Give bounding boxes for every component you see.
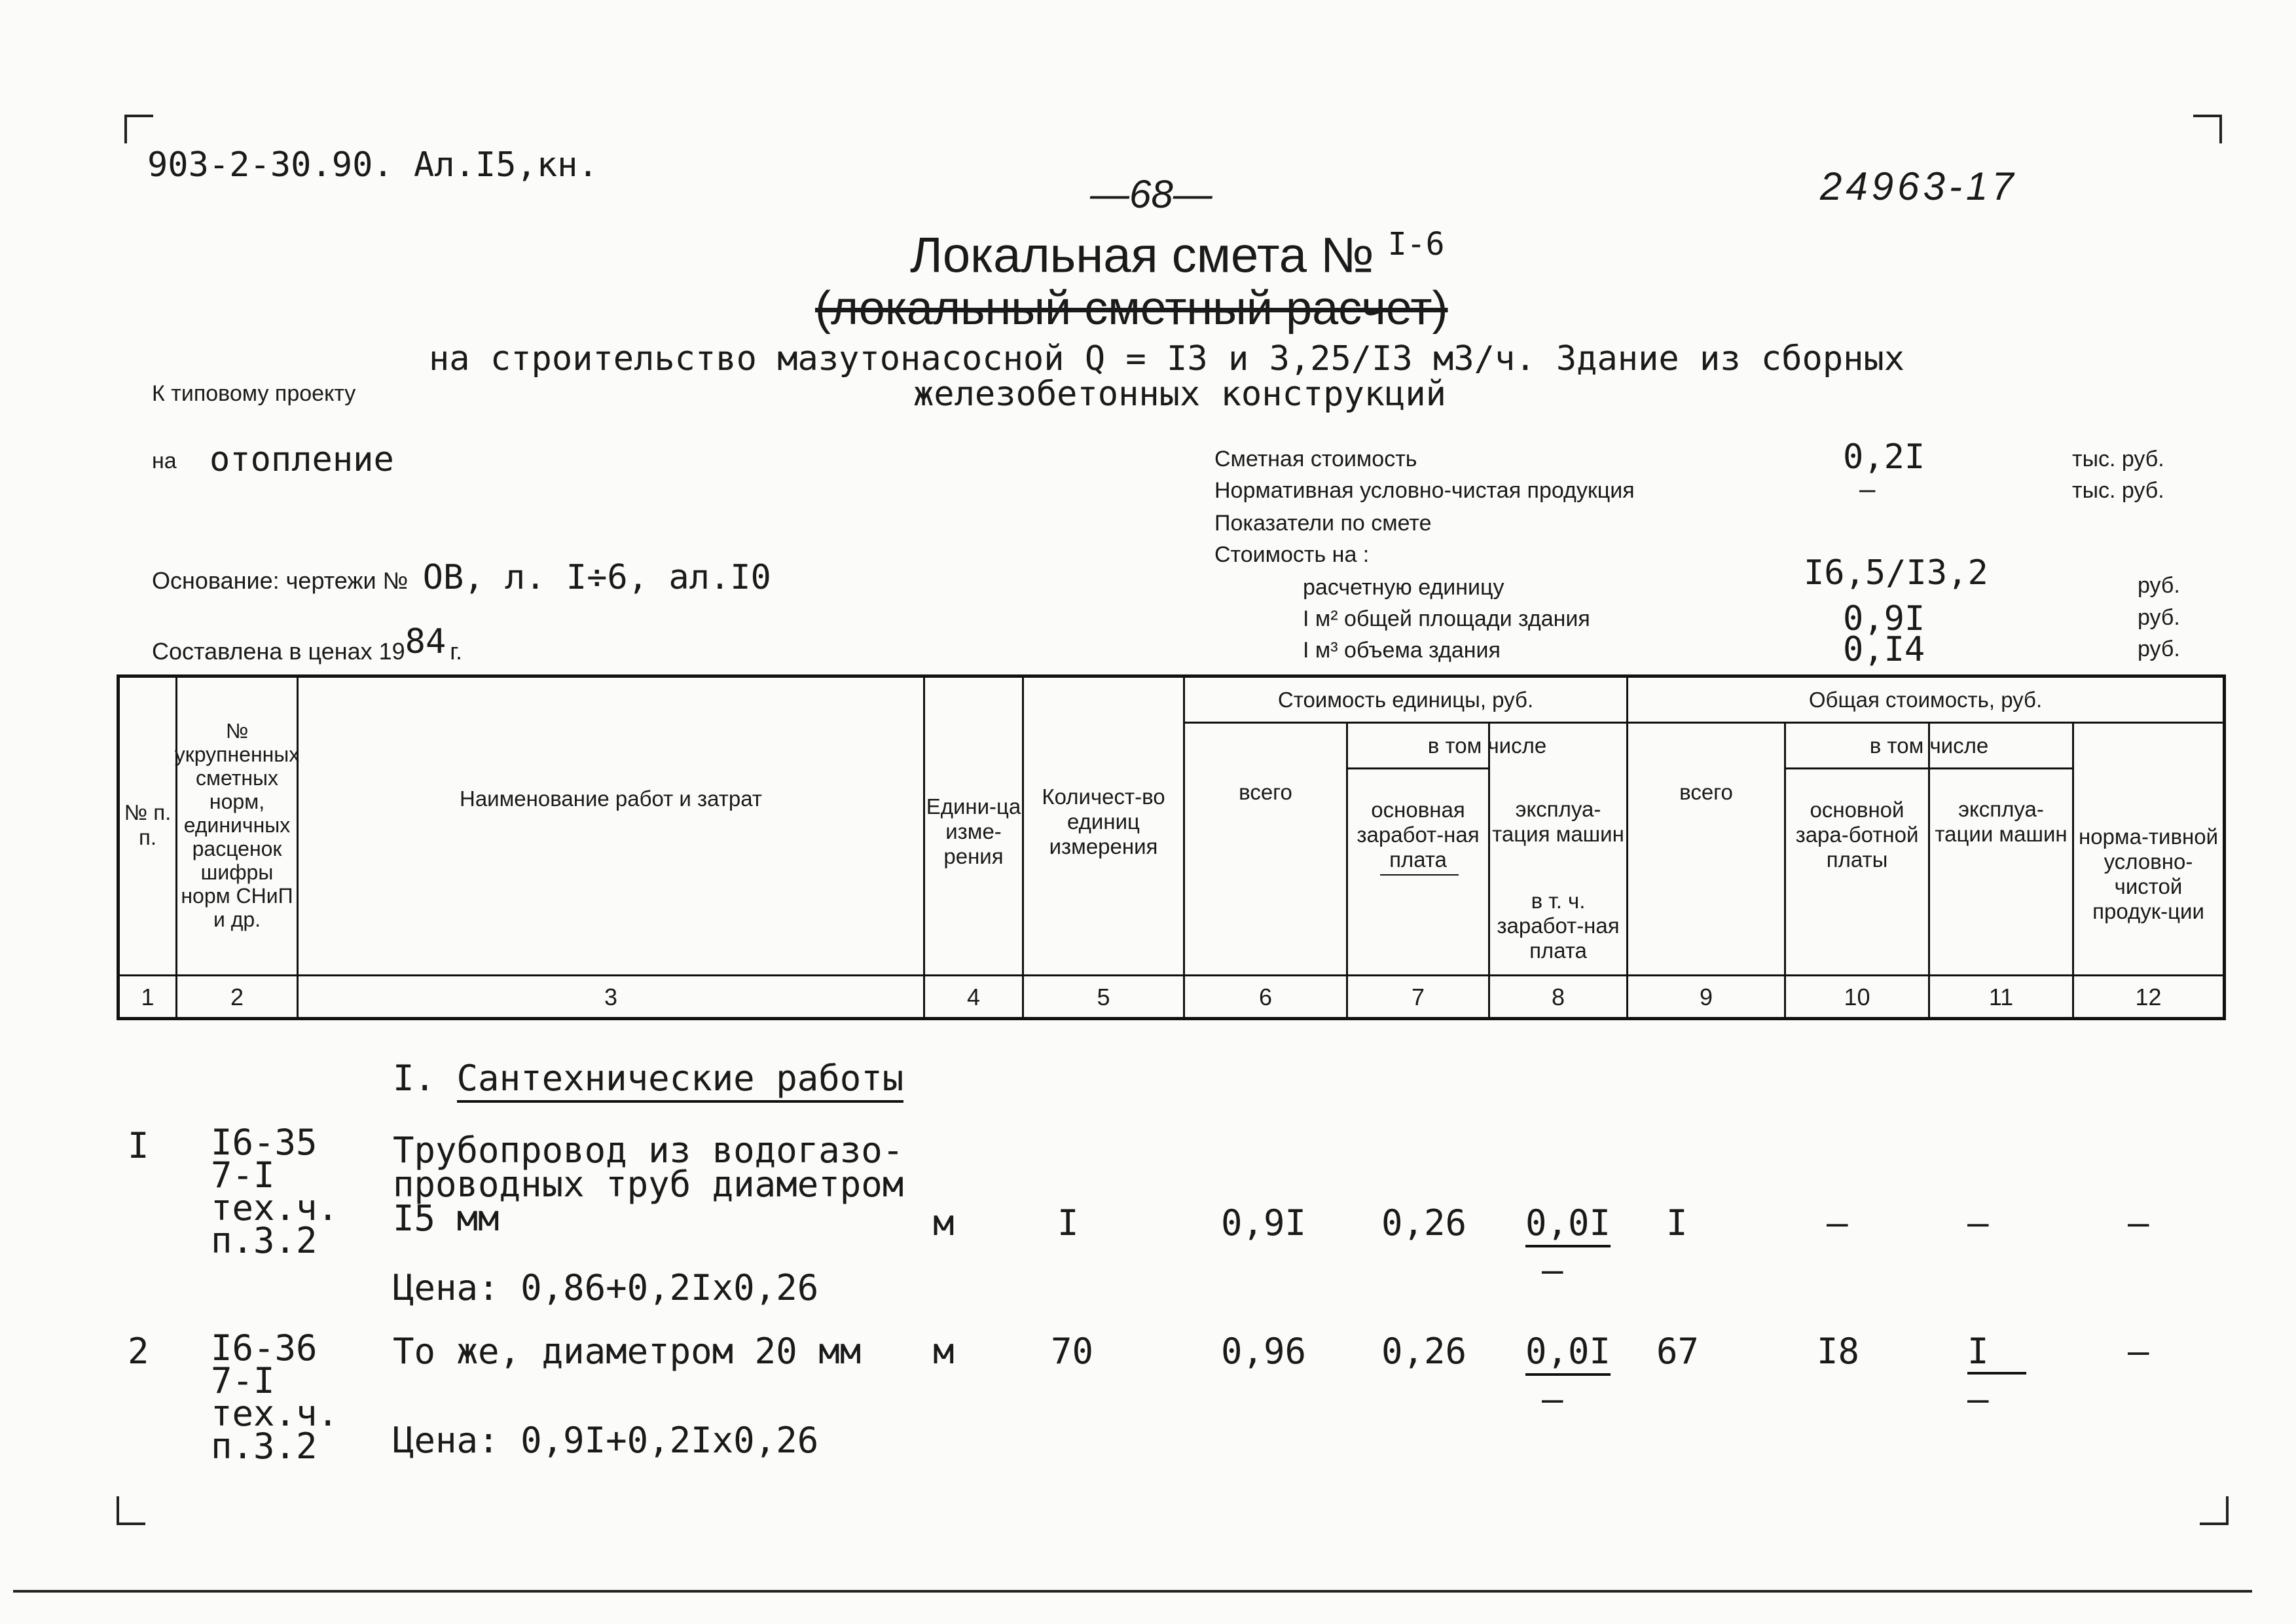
cost-per-label: Стоимость на : xyxy=(1214,542,1370,567)
section-title xyxy=(393,1058,903,1099)
area-value: 0,9І xyxy=(1843,599,1925,638)
doc-code: 903-2-30.90. Ал.І5,кн. xyxy=(147,145,598,185)
area-label: І м² общей площади здания xyxy=(1303,606,1590,631)
row-2-code-3: тех.ч. xyxy=(211,1393,339,1434)
header-machine-wage: в т. ч. заработ-ная плата xyxy=(1497,889,1620,963)
unit-label: расчетную единицу xyxy=(1303,575,1504,600)
header-wage-total: основной зара-ботной платы xyxy=(1795,798,1919,872)
project-label: К типовому проекту xyxy=(152,381,356,406)
row-1-name-2: проводных труб диаметром xyxy=(393,1164,904,1205)
row-1-unit-wage: 0,26 xyxy=(1381,1202,1467,1244)
row-1-total-machine: – xyxy=(1967,1202,1989,1244)
header-norm-net: норма-тивной условно-чистой продук-ции xyxy=(2078,824,2219,923)
basis-value: ОВ, л. І÷6, ал.І0 xyxy=(422,558,771,597)
cost-unit: тыс. руб. xyxy=(2072,447,2164,471)
handwritten-number: 24963-17 xyxy=(1820,164,2018,208)
row-1-code-1: І6-35 xyxy=(211,1122,318,1163)
colnum-7: 7 xyxy=(1411,984,1425,1010)
row-2-unit-machine: 0,0І xyxy=(1525,1331,1611,1376)
colnum-10: 10 xyxy=(1844,984,1870,1010)
page-number: —68— xyxy=(1090,172,1212,216)
net-label: Нормативная условно-чистая продукция xyxy=(1214,478,1635,503)
header-unit-all: всего xyxy=(1239,780,1292,804)
row-2-code-4: п.3.2 xyxy=(211,1426,318,1467)
title-text: Локальная смета № xyxy=(910,227,1374,284)
basis-label: Основание: чертежи № xyxy=(152,567,409,594)
row-1-unit: м xyxy=(933,1202,955,1244)
page-title xyxy=(910,226,1444,284)
row-1-total-norm: – xyxy=(2128,1202,2149,1244)
header-unit-cost: Стоимость единицы, руб. xyxy=(1277,687,1534,712)
colnum-9: 9 xyxy=(1699,984,1713,1010)
title-number: І-6 xyxy=(1387,226,1445,263)
header-total-all: всего xyxy=(1679,780,1733,804)
header-including-unit: в том числе xyxy=(1427,733,1547,758)
prices-label: Составлена в ценах 19 xyxy=(152,638,405,665)
header-wage: основная заработ-ная плата xyxy=(1357,798,1480,872)
row-2-total-norm: – xyxy=(2128,1331,2149,1372)
colnum-11: 11 xyxy=(1988,984,2014,1010)
on-label: на xyxy=(152,449,177,473)
construction-line-1: на строительство мазутонасосной Q = І3 и 3,25/І3 м3/ч. Здание из сборных xyxy=(429,339,1905,378)
colnum-12: 12 xyxy=(2135,984,2162,1010)
colnum-1: 1 xyxy=(141,984,155,1010)
unit-unit: руб. xyxy=(2138,573,2180,598)
colnum-6: 6 xyxy=(1258,984,1273,1010)
net-unit: тыс. руб. xyxy=(2072,478,2164,503)
row-1-no: І xyxy=(128,1125,149,1166)
on-value: отопление xyxy=(210,440,394,479)
row-1-name-3: І5 мм xyxy=(393,1198,500,1239)
row-1-code-4: п.3.2 xyxy=(211,1220,318,1261)
header-code: № укрупненных сметных норм, единичных расценок шифры норм СНиП и др. xyxy=(174,719,300,931)
volume-unit: руб. xyxy=(2138,637,2180,661)
row-2-price: Цена: 0,9І+0,2Іх0,26 xyxy=(393,1420,819,1461)
row-2-unit-wage: 0,26 xyxy=(1381,1331,1467,1372)
row-1-total: І xyxy=(1666,1202,1688,1244)
colnum-5: 5 xyxy=(1097,984,1110,1010)
row-1-qty: І xyxy=(1057,1202,1079,1244)
header-no: № п. п. xyxy=(124,800,172,849)
colnum-3: 3 xyxy=(604,984,618,1010)
row-2-no: 2 xyxy=(128,1331,149,1372)
prices-suffix: г. xyxy=(450,638,463,665)
colnum-8: 8 xyxy=(1551,984,1565,1010)
row-2-unit-machine-wage: – xyxy=(1542,1378,1563,1420)
corner-bottom-right xyxy=(2200,1496,2229,1525)
row-2-total-machine-sub: – xyxy=(1967,1378,1989,1420)
prices-line xyxy=(152,622,462,665)
row-2-unit: м xyxy=(933,1331,955,1372)
corner-bottom-left xyxy=(117,1496,145,1525)
estimate-table-header xyxy=(117,674,2226,1020)
row-2-qty: 70 xyxy=(1051,1331,1094,1372)
cost-value: 0,2І xyxy=(1843,437,1925,477)
row-1-unit-machine: 0,0І xyxy=(1525,1202,1611,1247)
row-1-unit-total: 0,9І xyxy=(1221,1202,1307,1244)
row-1-name-1: Трубопровод из водогазо- xyxy=(393,1130,904,1171)
row-1-code-3: тех.ч. xyxy=(211,1187,339,1228)
net-value: – xyxy=(1859,473,1876,505)
volume-label: І м³ объема здания xyxy=(1303,638,1501,663)
unit-value: І6,5/І3,2 xyxy=(1804,553,1988,593)
row-1-price: Цена: 0,86+0,2Іх0,26 xyxy=(393,1267,819,1308)
colnum-4: 4 xyxy=(966,984,981,1010)
prices-year: 84 xyxy=(405,622,446,661)
row-2-unit-total: 0,96 xyxy=(1221,1331,1307,1372)
basis-line xyxy=(152,558,771,597)
section-no: І. xyxy=(393,1058,457,1099)
corner-top-left xyxy=(124,115,153,143)
header-machine-total: эксплуа-тации машин xyxy=(1935,797,2068,846)
row-2-name-1: То же, диаметром 20 мм xyxy=(393,1331,862,1372)
header-total-cost: Общая стоимость, руб. xyxy=(1808,687,2043,712)
corner-top-right xyxy=(2193,115,2222,143)
row-2-total: 67 xyxy=(1656,1331,1700,1372)
header-unit: Едини-ца изме-рения xyxy=(926,794,1021,868)
page-bottom-rule xyxy=(13,1590,2252,1593)
subtitle-struck: (локальный сметный расчет) xyxy=(815,282,1448,335)
row-2-code-2: 7-І xyxy=(211,1360,275,1401)
indicators-label: Показатели по смете xyxy=(1214,511,1432,536)
row-2-total-wage: І8 xyxy=(1817,1331,1860,1372)
construction-line-2: железобетонных конструкций xyxy=(913,375,1446,414)
area-unit: руб. xyxy=(2138,605,2180,630)
cost-label: Сметная стоимость xyxy=(1214,447,1417,471)
row-1-total-wage: – xyxy=(1827,1202,1848,1244)
header-machine: эксплуа-тация машин xyxy=(1492,797,1624,846)
header-qty: Количест-во единиц измерения xyxy=(1042,784,1165,858)
header-including-total: в том числе xyxy=(1869,733,1989,758)
row-2-total-machine: І xyxy=(1967,1331,2026,1375)
row-1-unit-machine-wage: – xyxy=(1542,1249,1563,1291)
volume-value: 0,І4 xyxy=(1843,630,1925,669)
colnum-2: 2 xyxy=(230,984,244,1010)
section-title-visible: Сантехнические работы xyxy=(457,1058,904,1103)
header-name: Наименование работ и затрат xyxy=(459,786,763,811)
row-1-code-2: 7-І xyxy=(211,1154,275,1196)
row-2-code-1: І6-36 xyxy=(211,1327,318,1369)
